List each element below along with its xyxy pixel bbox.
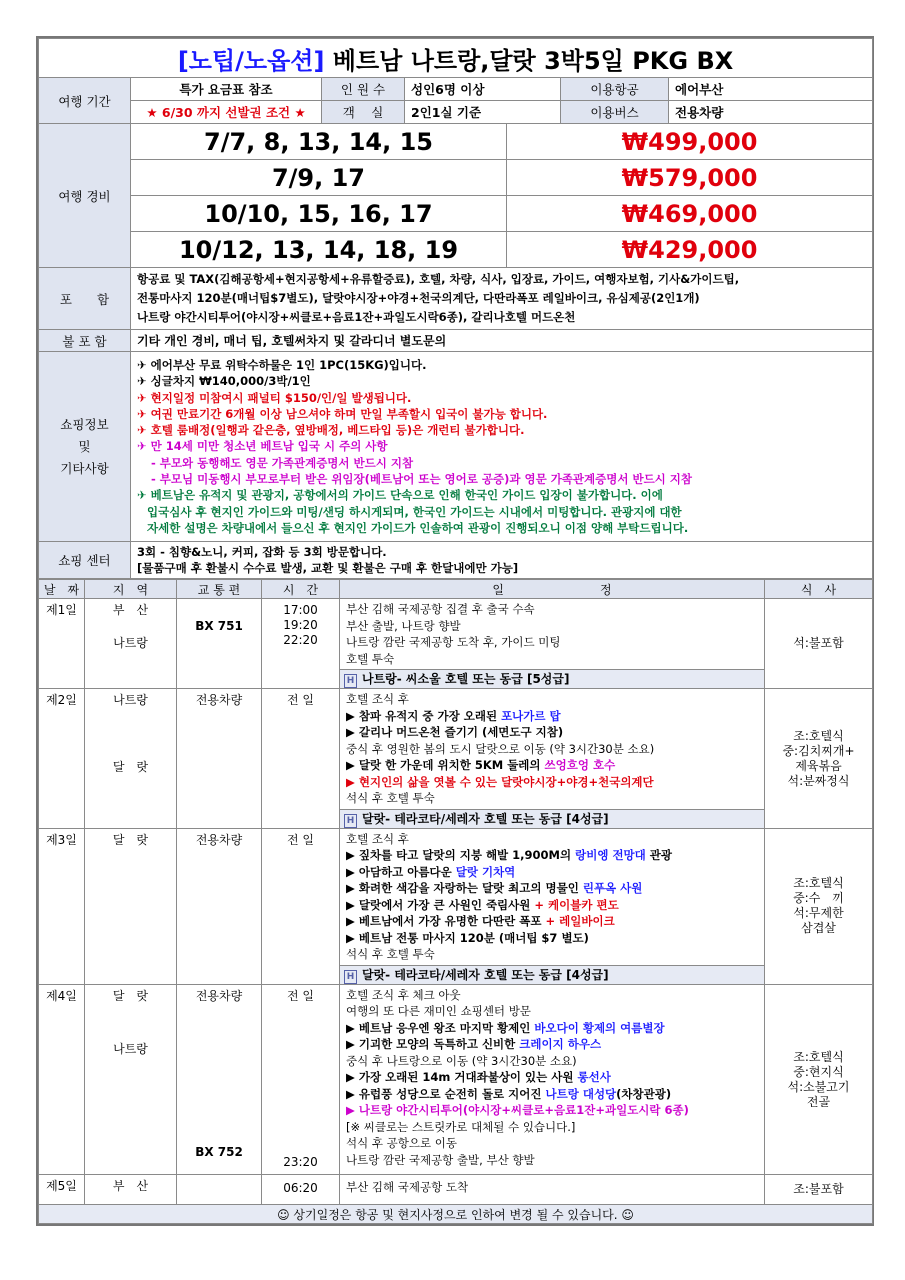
note-room: ✈ 호텔 룸배정(일행과 같은층, 옆방배정, 베드타입 등)은 개런티 불가합니다. — [137, 423, 525, 438]
itinerary-text: ▶ 화려한 색감을 자랑하는 달랏 최고의 명물인 — [346, 881, 583, 896]
itinerary-highlight: 쓰엉흐엉 호수 — [544, 758, 616, 773]
day-label: 제4일 — [39, 984, 85, 1175]
info-table — [38, 38, 873, 579]
itinerary-highlight: 달랏 기차역 — [455, 864, 516, 879]
meal-cell — [765, 828, 873, 984]
itinerary-line: 부산 김해 국제공항 집결 후 출국 수속 — [346, 602, 535, 617]
itinerary-page — [36, 36, 874, 1226]
itinerary-line — [346, 864, 758, 881]
shopping-info-notes — [131, 352, 873, 542]
itinerary-line: 호텔 조식 후 체크 아웃 — [346, 987, 461, 1002]
area: 부 산 — [85, 1175, 177, 1205]
itinerary-highlight: + 케이블카 편도 — [534, 897, 619, 912]
itinerary-line: 호텔 조식 후 — [346, 831, 409, 846]
area: 부 산 — [112, 603, 149, 618]
itinerary-line: 석식 후 공항으로 이동 — [346, 1136, 457, 1151]
cost-label: 여행 경비 — [39, 124, 131, 268]
itinerary-text: ▶ 달랏 한 가운데 위치한 5KM 둘레의 — [346, 758, 545, 773]
shopping-info-label-line: 기타사항 — [60, 460, 109, 476]
meal: 조:호텔식 — [793, 1049, 844, 1064]
header-itinerary: 일 정 — [340, 580, 765, 599]
hotel-icon: H — [344, 814, 357, 828]
shopping-info-label-line: 쇼핑정보 — [60, 416, 109, 432]
note-minor-sub: - 부모님 미동행시 부모로부터 받은 위임장(베트남어 또는 영어로 공증)과 영문 가족관계증명서 반드시 지참 — [151, 472, 693, 487]
itinerary-highlight: 나트랑 대성당 — [545, 1086, 617, 1101]
include-list — [131, 268, 873, 330]
itinerary-highlight: 크레이지 하우스 — [519, 1037, 602, 1052]
pax-value: 성인6명 이상 — [405, 78, 561, 101]
meal: 조:호텔식 — [793, 876, 844, 891]
note-guide: 입국심사 후 현지인 가이드와 미팅/샌딩 하시게되며, 한국인 가이드는 시내에서 미팅합니다. 관광지에 대한 — [147, 504, 682, 519]
airline-value: 에어부산 — [669, 78, 873, 101]
transport-empty — [177, 1175, 262, 1205]
itinerary-highlight: 포나가르 탑 — [501, 708, 561, 723]
day-label: 제5일 — [39, 1175, 85, 1205]
time: 19:20 — [283, 618, 318, 633]
itinerary-line: 부산 김해 국제공항 도착 — [340, 1175, 765, 1205]
bus-value: 전용차량 — [669, 101, 873, 124]
page-title — [39, 39, 873, 78]
itinerary-line — [346, 1020, 758, 1037]
schedule-table — [38, 579, 873, 1224]
itinerary-line: ▶ 나트랑 야간시티투어(야시장+씨클로+음료1잔+과일도시락 6종) — [346, 1103, 689, 1118]
note-minor-sub: - 부모와 동행해도 영문 가족관계증명서 반드시 지참 — [151, 455, 414, 470]
itinerary-text: ▶ 아담하고 아름다운 — [346, 864, 456, 879]
shop-center-text — [131, 542, 873, 579]
time: 22:20 — [283, 633, 318, 648]
day-row — [39, 599, 873, 689]
itinerary-line: 석식 후 호텔 투숙 — [346, 947, 435, 962]
hotel-bar — [340, 965, 764, 984]
period-label: 여행 기간 — [39, 78, 131, 124]
pax-label: 인 원 수 — [322, 78, 405, 101]
itinerary-line — [346, 757, 758, 774]
meal: 석:분짜정식 — [787, 773, 850, 788]
shopping-info-label — [39, 352, 131, 542]
itinerary-line — [346, 880, 758, 897]
itinerary-line — [346, 913, 758, 930]
time: 06:20 — [262, 1175, 340, 1205]
meal-cell: 조:불포함 — [765, 1175, 873, 1205]
departure-dates: 10/12, 13, 14, 18, 19 — [131, 232, 507, 268]
transport: 전용차량 — [177, 828, 262, 984]
meal: 석:소불고기 — [787, 1079, 850, 1094]
header-area: 지 역 — [85, 580, 177, 599]
meal: 삼겹살 — [801, 921, 836, 936]
departure-dates: 7/9, 17 — [131, 160, 507, 196]
include-label: 포 함 — [39, 268, 131, 330]
hotel-icon: H — [344, 970, 357, 984]
header-time: 시 간 — [262, 580, 340, 599]
day-label: 제2일 — [39, 689, 85, 829]
transport: BX 752 — [195, 1145, 243, 1160]
itinerary-line: ▶ 베트남 전통 마사지 120분 (매너팁 $7 별도) — [346, 930, 589, 945]
itinerary-highlight: + 레일바이크 — [545, 914, 615, 929]
time-cell — [262, 984, 340, 1175]
price: ₩429,000 — [507, 232, 873, 268]
itinerary-line: 부산 출발, 나트랑 향발 — [346, 618, 461, 633]
hotel-icon: H — [344, 674, 357, 688]
room-value: 2인1실 기준 — [405, 101, 561, 124]
departure-dates: 10/10, 15, 16, 17 — [131, 196, 507, 232]
itinerary-line — [346, 847, 758, 864]
meal: 중:김치찌개+ — [782, 743, 855, 758]
itinerary-text: ▶ 짚차를 타고 달랏의 지붕 해발 1,900M의 — [346, 848, 576, 863]
header-day: 날 짜 — [39, 580, 85, 599]
area: 나트랑 — [113, 693, 148, 708]
itinerary-highlight: 바오다이 황제의 여름별장 — [534, 1020, 665, 1035]
include-line: 전통마사지 120분(매너팁$7별도), 달랏야시장+야경+천국의계단, 다딴라폭포 레일바이크, 유심제공(2인1개) — [137, 291, 700, 305]
itinerary-line: 중식 후 영원한 봄의 도시 달랏으로 이동 (약 3시간30분 소요) — [346, 741, 655, 756]
itinerary-line: 호텔 투숙 — [346, 651, 395, 666]
itinerary-text: ▶ 달랏에서 가장 큰 사원인 죽림사원 — [346, 897, 535, 912]
itinerary-line: 나트랑 깜란 국제공항 도착 후, 가이드 미팅 — [346, 635, 561, 650]
area-cell — [85, 599, 177, 689]
time: 전 일 — [262, 828, 340, 984]
area-cell — [85, 984, 177, 1175]
itinerary-line: 여행의 또 다른 재미인 쇼핑센터 방문 — [346, 1004, 531, 1019]
hotel-name: 나트랑- 씨소울 호텔 또는 동급 [5성급] — [362, 672, 570, 687]
note-guide: ✈ 베트남은 유적지 및 관광지, 공항에서의 가이드 단속으로 인해 한국인 가이드 입장이 불가합니다. 이에 — [137, 488, 663, 503]
itinerary-line: 중식 후 나트랑으로 이동 (약 3시간30분 소요) — [346, 1053, 577, 1068]
title-tag: [노팁/노옵션] — [177, 46, 325, 75]
itinerary-text: 관광 — [645, 848, 673, 863]
time: 전 일 — [262, 689, 340, 829]
transport: BX 751 — [177, 599, 262, 689]
itinerary-line: 호텔 조식 후 — [346, 692, 409, 707]
transport-cell — [177, 984, 262, 1175]
price: ₩499,000 — [507, 124, 873, 160]
itinerary-line — [346, 897, 758, 914]
note-single-charge: ✈ 싱글차지 ₩140,000/3박/1인 — [137, 374, 311, 389]
day-row — [39, 1175, 873, 1205]
hotel-name: 달랏- 테라코타/세레자 호텔 또는 동급 [4성급] — [362, 811, 609, 826]
schedule-header — [39, 580, 873, 599]
day-label: 제1일 — [39, 599, 85, 689]
area: 달 랏 — [112, 760, 149, 775]
transport: 전용차량 — [195, 988, 243, 1003]
itinerary-cell — [340, 689, 765, 829]
meal-cell: 석:불포함 — [765, 599, 873, 689]
time: 17:00 — [283, 603, 318, 618]
footer-notice: ☺ 상기일정은 항공 및 현지사정으로 인하여 변경 될 수 있습니다. ☺ — [39, 1205, 873, 1224]
shop-center-label: 쇼핑 센터 — [39, 542, 131, 579]
itinerary-line — [346, 1069, 758, 1086]
itinerary-text: ▶ 참파 유적지 중 가장 오래된 — [346, 708, 502, 723]
shopping-info-label-line: 및 — [78, 438, 91, 454]
note-passport: ✈ 여권 만료기간 6개월 이상 남으셔야 하며 만일 부족할시 입국이 불가능 합니다. — [137, 406, 548, 421]
itinerary-text: ▶ 가장 오래된 14m 거대좌불상이 있는 사원 — [346, 1070, 578, 1085]
hotel-bar — [340, 809, 764, 828]
itinerary-cell — [340, 828, 765, 984]
price: ₩469,000 — [507, 196, 873, 232]
meal: 조:호텔식 — [793, 728, 844, 743]
day-row — [39, 828, 873, 984]
itinerary-cell — [340, 984, 765, 1175]
early-bird-condition: ★ 6/30 까지 선발권 조건 ★ — [131, 101, 322, 124]
itinerary-text: ▶ 기괴한 모양의 독특하고 신비한 — [346, 1037, 520, 1052]
include-line: 나트랑 야간시티투어(야시장+씨클로+음료1잔+과일도시락6종), 갈리나호텔 머드온천 — [137, 310, 576, 324]
transport: 전용차량 — [177, 689, 262, 829]
itinerary-line: [※ 씨클로는 스트릿카로 대체될 수 있습니다.] — [346, 1119, 576, 1134]
itinerary-line: 석식 후 호텔 투숙 — [346, 791, 435, 806]
meal: 중:현지식 — [793, 1064, 844, 1079]
header-meal: 식 사 — [765, 580, 873, 599]
itinerary-line — [346, 708, 758, 725]
header-transport: 교 통 편 — [177, 580, 262, 599]
exclude-text: 기타 개인 경비, 매너 팁, 호텔써차지 및 갈라디너 별도문의 — [131, 330, 873, 352]
shop-center-line: 3회 - 침향&노니, 커피, 잡화 등 3회 방문합니다. — [137, 545, 387, 560]
itinerary-text: (차창관광) — [616, 1086, 672, 1101]
day-row — [39, 689, 873, 829]
itinerary-highlight: 린푸옥 사원 — [582, 881, 643, 896]
itinerary-cell — [340, 599, 765, 689]
price: ₩579,000 — [507, 160, 873, 196]
area: 나트랑 — [113, 636, 148, 651]
meal: 중:수 끼 — [793, 891, 844, 906]
note-penalty: ✈ 현지일정 미참여시 패널티 $150/인/일 발생됩니다. — [137, 390, 412, 405]
fare-reference: 특가 요금표 참조 — [131, 78, 322, 101]
itinerary-line: ▶ 현지인의 삶을 엿볼 수 있는 달랏야시장+야경+천국의계단 — [346, 774, 654, 789]
itinerary-line: ▶ 갈리나 머드온천 즐기기 (세면도구 지참) — [346, 725, 564, 740]
meal-cell — [765, 984, 873, 1175]
hotel-name: 달랏- 테라코타/세레자 호텔 또는 동급 [4성급] — [362, 967, 609, 982]
exclude-label: 불 포 함 — [39, 330, 131, 352]
include-line: 항공료 및 TAX(김해공항세+현지공항세+유류할증료), 호텔, 차량, 식사, 입장료, 가이드, 여행자보험, 기사&가이드팁, — [137, 272, 740, 286]
itinerary-text: ▶ 베트남 응우엔 왕조 마지막 황제인 — [346, 1020, 535, 1035]
itinerary-highlight: 롱선사 — [577, 1070, 611, 1085]
room-label: 객 실 — [322, 101, 405, 124]
time-cell — [262, 599, 340, 689]
area: 나트랑 — [113, 1041, 148, 1056]
time: 전 일 — [287, 988, 314, 1003]
note-minor: ✈ 만 14세 미만 청소년 베트남 입국 시 주의 사항 — [137, 439, 388, 454]
meal: 제육볶음 — [795, 758, 842, 773]
day-label: 제3일 — [39, 828, 85, 984]
itinerary-line — [346, 1036, 758, 1053]
note-baggage: ✈ 에어부산 무료 위탁수하물은 1인 1PC(15KG)입니다. — [137, 358, 427, 372]
meal-cell — [765, 689, 873, 829]
note-guide: 자세한 설명은 차량내에서 들으신 후 현지인 가이드가 인솔하여 관광이 진행되오니 이점 양해 부탁드립니다. — [147, 520, 689, 535]
itinerary-text: ▶ 유럽풍 성당으로 순전히 돌로 지어진 — [346, 1086, 546, 1101]
meal: 석:무제한 — [793, 906, 844, 921]
itinerary-text: ▶ 베트남에서 가장 유명한 다딴란 폭포 — [346, 914, 546, 929]
time: 23:20 — [283, 1155, 318, 1170]
title-text: 베트남 나트랑,달랏 3박5일 PKG BX — [324, 46, 734, 75]
itinerary-line: 나트랑 깜란 국제공항 출발, 부산 향발 — [346, 1152, 535, 1167]
departure-dates: 7/7, 8, 13, 14, 15 — [131, 124, 507, 160]
area-cell — [85, 689, 177, 829]
area: 달 랏 — [112, 988, 149, 1003]
day-row — [39, 984, 873, 1175]
meal: 전골 — [806, 1094, 831, 1109]
hotel-bar — [340, 669, 764, 688]
shop-center-line: [물품구매 후 환불시 수수료 발생, 교환 및 환불은 구매 후 한달내에만 가능] — [137, 561, 519, 576]
bus-label: 이용버스 — [561, 101, 669, 124]
itinerary-highlight: 랑비엥 전망대 — [575, 848, 646, 863]
area: 달 랏 — [85, 828, 177, 984]
itinerary-line — [346, 1086, 758, 1103]
airline-label: 이용항공 — [561, 78, 669, 101]
